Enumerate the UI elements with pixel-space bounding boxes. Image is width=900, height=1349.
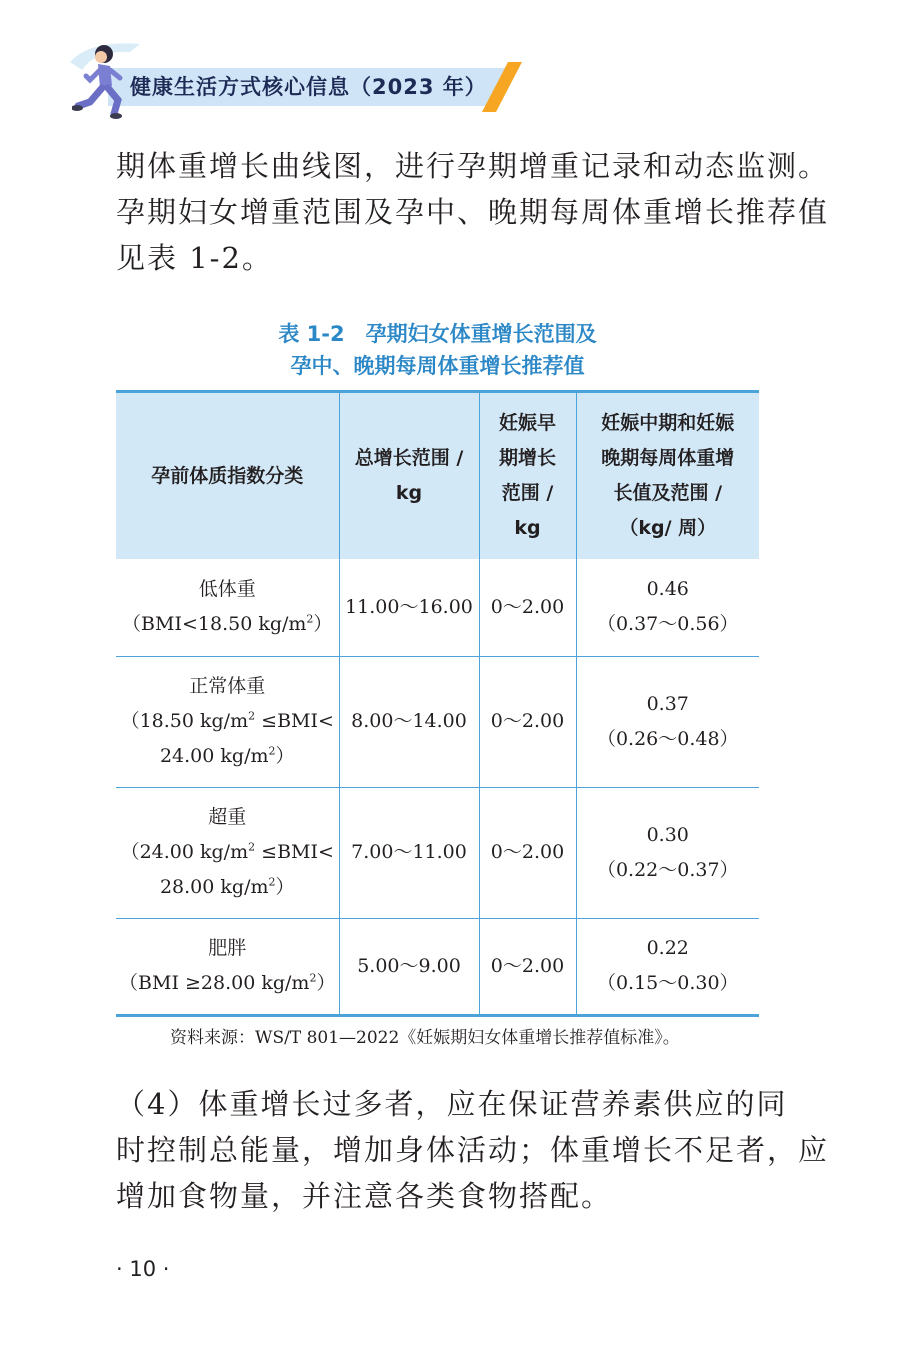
intro-line: 期体重增长曲线图，进行孕期增重记录和动态监测。 bbox=[116, 149, 830, 183]
cell-total-gain: 11.00～16.00 bbox=[339, 559, 479, 656]
cell-weekly-gain: 0.37 （0.26～0.48） bbox=[576, 656, 759, 787]
closing-paragraph bbox=[116, 1081, 830, 1219]
cell-total-gain: 8.00～14.00 bbox=[339, 656, 479, 787]
cell-weekly-gain: 0.30 （0.22～0.37） bbox=[576, 787, 759, 918]
cell-category: 正常体重 （18.50 $kg/m^2 \le BMI<$ 24.00 $kg/m^2$） bbox=[116, 656, 339, 787]
intro-paragraph bbox=[116, 143, 830, 281]
intro-line: 见表 1-2。 bbox=[116, 241, 273, 275]
cell-weekly-gain: 0.22 （0.15～0.30） bbox=[576, 918, 759, 1015]
header-title: 健康生活方式核心信息（2023 年） bbox=[130, 75, 487, 99]
cell-weekly-gain: 0.46 （0.37～0.56） bbox=[596, 578, 739, 636]
cell-early-gain: 0～2.00 bbox=[479, 787, 576, 918]
header-bmi-category: 孕前体质指数分类 bbox=[116, 392, 339, 560]
closing-line: 时控制总能量，增加身体活动；体重增长不足者，应 bbox=[116, 1133, 830, 1167]
header-weekly-gain: 妊娠中期和妊娠 晚期每周体重增 长值及范围 / （kg/ 周） bbox=[576, 392, 759, 560]
caption-line: 孕中、晚期每周体重增长推荐值 bbox=[290, 354, 585, 378]
header-banner bbox=[0, 0, 900, 140]
table-row bbox=[116, 656, 759, 787]
cell-category: 肥胖 （BMI ≥28.00 $kg/m^2$） bbox=[116, 918, 339, 1015]
cell-early-gain: 0～2.00 bbox=[479, 559, 576, 656]
header-early-gain: 妊娠早 期增长 范围 / kg bbox=[479, 392, 576, 560]
intro-line: 孕期妇女增重范围及孕中、晚期每周体重增长推荐值 bbox=[116, 195, 830, 229]
closing-line: 增加食物量，并注意各类食物搭配。 bbox=[116, 1179, 613, 1213]
cell-category: 低体重 （BMI<18.50 $kg/m^2$） bbox=[116, 559, 339, 656]
closing-line: （4）体重增长过多者，应在保证营养素供应的同 bbox=[116, 1087, 788, 1121]
runner-icon bbox=[72, 40, 132, 120]
table-row bbox=[116, 787, 759, 918]
cell-early-gain: 0～2.00 bbox=[479, 656, 576, 787]
cell-total-gain: 7.00～11.00 bbox=[339, 787, 479, 918]
header-total-gain: 总增长范围 / kg bbox=[339, 392, 479, 560]
cell-total-gain: 5.00～9.00 bbox=[339, 918, 479, 1015]
weight-gain-table bbox=[116, 390, 759, 1017]
table-header-row bbox=[116, 392, 759, 560]
table-caption bbox=[116, 318, 759, 382]
table-row bbox=[116, 559, 759, 656]
cell-category: 超重 （24.00 $kg/m^2 \le BMI<$ 28.00 $kg/m^2$） bbox=[116, 787, 339, 918]
table-row bbox=[116, 918, 759, 1015]
page-number: · 10 · bbox=[116, 1257, 170, 1281]
cell-early-gain: 0～2.00 bbox=[479, 918, 576, 1015]
caption-line: 表 1-2 孕期妇女体重增长范围及 bbox=[278, 322, 597, 346]
table-source-note: 资料来源：WS/T 801—2022《妊娠期妇女体重增长推荐值标准》。 bbox=[170, 1028, 680, 1048]
